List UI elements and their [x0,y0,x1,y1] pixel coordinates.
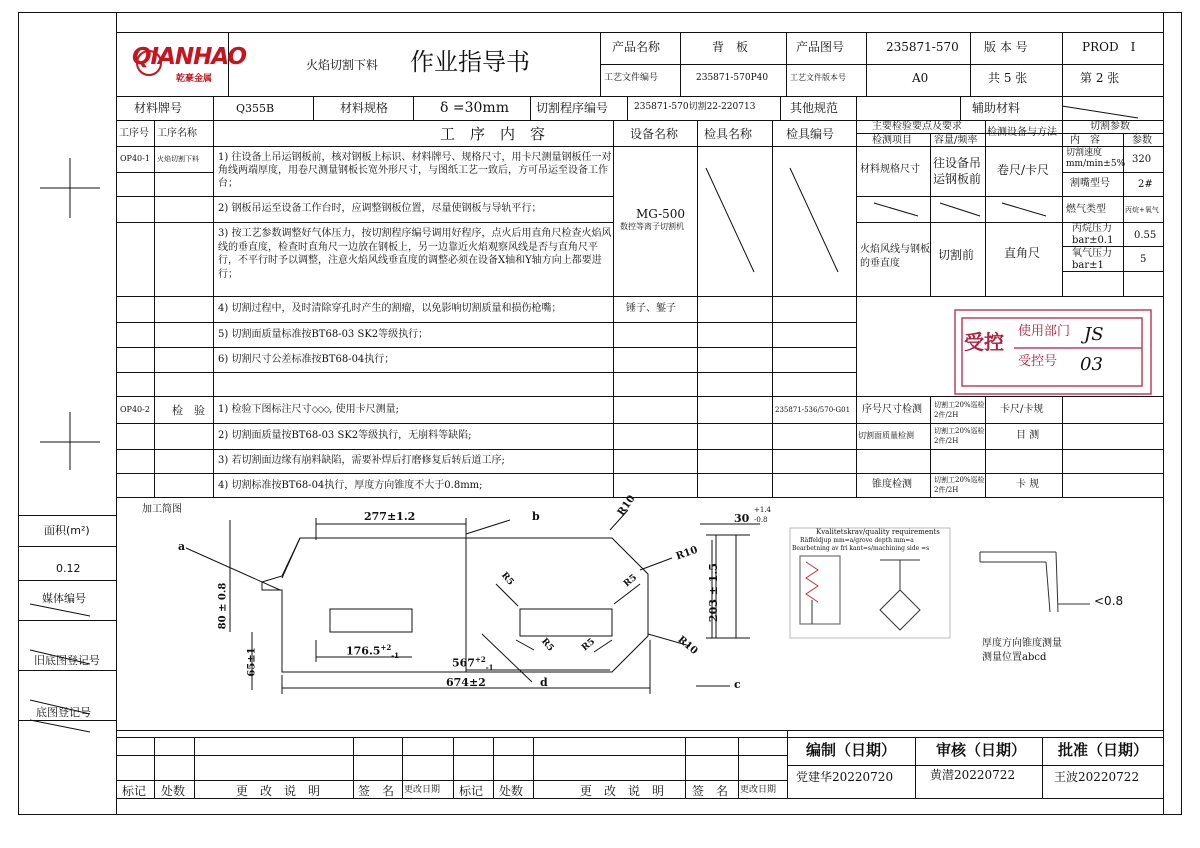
op2-check-2-freq: 切割工20%巡检2件/2H [934,427,985,445]
col-param-content: 内 容 [1070,135,1100,146]
param-1-value: 320 [1132,154,1152,165]
op1-step-3: 3) 按工艺参数调整好气体压力，按切割程序编号调用好程序，点火后用直角尺检查火焰风线的垂直度，检查时直角尺一边放在钢板上，另一边靠近火焰观察风线是否与直角尺平行，不平行时予以调整，注意火焰风线垂直度的调整必须在设备X轴和Y轴方向上都要进行； [218,228,612,280]
op1-step-1: 1) 往设备上吊运钢板前，核对钢板上标识、材料牌号、规格尺寸，用卡尺测量钢板任一对角线两端厚度，用卷尺测量钢板长宽外形尺寸，与图纸工艺一致后，方可吊运至设备工作台； [218,152,612,189]
op1-name: 火焰切割下料 [157,155,199,163]
op1-step-5: 5) 切割面质量标准按BT68-03 SK2等级执行； [218,329,429,340]
dim-left-low: 65±1 [246,647,258,677]
grade-value: Q355B [236,102,275,115]
program-label: 切割程序编号 [536,101,609,115]
footer-mark: 标记 [122,784,147,798]
quality-line-2: Bearbetning av fri kant=s/machining side =s [792,545,930,552]
taper-note-1: 厚度方向锥度测量 [982,638,1062,649]
op1-check-2-freq: 切割前 [938,248,975,262]
approve-label: 批准（日期） [1058,741,1149,759]
op2-step-3: 3) 若切割面边缘有崩料缺陷，需要补焊后打磨修复后转后道工序; [218,455,505,466]
dim-r5-3: R5 [538,636,556,654]
dim-r10-bottom: R10 [675,634,700,657]
footer-mark-2: 标记 [459,784,484,798]
col-main-req: 主要检验要点及要求 [872,121,962,132]
stamp-dept: 使用部门 [1018,324,1071,339]
page-number: 第 2 张 [1080,71,1120,85]
stamp-handwritten-1: JS [1084,324,1104,345]
version-label: 版 本 号 [984,40,1028,54]
op2-gauge-no: 235871-536/570-G01 [775,406,851,414]
param-5-value: 5 [1140,254,1147,265]
op2-step-2: 2) 切割面质量按BT68-03 SK2等级执行，无崩料等缺陷; [218,430,472,441]
quality-title: Kvalitetskrav/quality requirements [816,528,940,536]
base-reg-label: 底图登记号 [36,706,91,719]
param-4-value: 0.55 [1134,230,1157,241]
op1-equipment: MG-500 [636,207,686,221]
op2-step-1-text: 1) 检验下图标注尺寸 [218,404,312,415]
op2-check-2-method: 目 测 [1016,430,1040,441]
col-content: 工 序 内 容 [440,125,546,143]
dim-slot-value: 176.5 [346,644,381,658]
dim-slot-tol-up: +2 [380,643,392,652]
label-a: a [178,540,186,553]
media-label: 媒体编号 [42,592,86,605]
footer-sign-2: 签 名 [692,784,729,798]
dim-slot [346,644,399,660]
label-c: c [734,678,741,691]
program-value: 235871-570切割22-220713 [634,102,756,112]
col-param-value: 参数 [1132,135,1152,146]
label-d: d [540,676,548,689]
grade-label: 材料牌号 [134,101,183,115]
company-logo-sub: 乾豪金属 [176,74,213,84]
footer-date-2: 更改日期 [740,785,777,795]
stamp-handwritten-2: 03 [1080,354,1103,375]
doc-title-prefix: 火焰切割下料 [306,58,379,72]
dim-thickness-tol-up: +1.4 [754,506,771,514]
col-cut-params: 切割参数 [1090,121,1130,132]
quality-line-1: Räffeldjup mm=a/grove depth mm=a [800,537,914,544]
dim-r10-top: R10 [615,493,638,518]
op1-step-2: 2) 钢板吊运至设备工作台时，应调整钢板位置，尽量使钢板与导轨平行； [218,203,542,214]
footer-change-2: 更 改 说 明 [580,784,665,798]
col-check-item: 检测项目 [872,135,912,146]
param-4-name: 丙烷压力bar±0.1 [1072,223,1114,246]
aux-material-label: 辅助材料 [972,101,1021,115]
col-capacity: 容量/频率 [934,135,978,146]
col-op-no: 工序号 [119,128,149,139]
dim-r5-2: R5 [622,572,640,590]
dim-left-height: 80 ± 0.8 [217,582,229,630]
op2-check-1-method: 卡尺/卡规 [1000,404,1044,415]
op2-check-3-item: 锥度检测 [872,479,912,490]
op1-check-1-freq: 往设备吊运钢板前 [933,156,982,186]
op2-no: OP40-2 [120,405,150,414]
dim-top-length: 277±1.2 [364,510,416,523]
process-file: 235871-570P40 [696,73,769,83]
old-reg-label: 旧底图登记号 [34,654,100,667]
dim-r5-1: R5 [498,570,516,588]
footer-change: 更 改 说 明 [236,784,321,798]
dim-inner-value: 567 [452,656,475,670]
dim-thickness-tol-down: -0.8 [754,516,768,524]
spec-label: 材料规格 [340,101,389,115]
op1-check-1-method: 卷尺/卡尺 [997,163,1050,177]
area-label: 面积(m²) [44,524,90,537]
product-name: 背 板 [712,40,749,54]
approve-value: 王波20220722 [1054,770,1140,784]
dim-inner [452,656,494,672]
op1-tools: 锤子、錾子 [626,303,676,314]
footer-count-2: 处数 [499,784,524,798]
col-gauge-name: 检具名称 [704,127,753,141]
op2-step-4: 4) 切割标准按BT68-04执行，厚度方向锥度不大于0.8mm; [218,480,483,491]
param-2-name: 割嘴型号 [1070,178,1110,189]
footer-date: 更改日期 [404,785,441,795]
param-3-name: 燃气类型 [1066,204,1106,215]
param-2-value: 2# [1138,179,1153,190]
stamp-control-no: 受控号 [1018,354,1058,369]
dim-height: 203 ± 1.5 [706,563,720,623]
param-1-name: 切割速度mm/min±5% [1066,148,1126,169]
op1-step-6: 6) 切割尺寸公差标准按BT68-04执行； [218,354,395,365]
prepare-value: 党建华20220720 [796,770,894,784]
op2-name: 检 验 [172,404,205,417]
dim-thickness: 30 [734,512,750,525]
op2-check-3-freq: 切割工20%巡检2件/2H [934,476,985,494]
process-file-label: 工艺文件编号 [604,73,659,83]
product-name-label: 产品名称 [612,40,661,54]
review-value: 黄潜20220722 [930,768,1016,782]
op1-step-4: 4) 切割过程中，及时清除穿孔时产生的割瘤，以免影响切割质量和损伤枪嘴； [218,303,562,314]
col-gauge-no: 检具编号 [786,127,835,141]
dimension-mark-icon: ◇◇◇ [311,405,330,415]
spec-value: δ =30mm [440,100,509,116]
op2-check-3-method: 卡 规 [1016,479,1040,490]
footer-count: 处数 [161,784,186,798]
drawing-label: 加工简图 [142,504,182,515]
total-pages: 共 5 张 [988,71,1028,85]
doc-title: 作业指导书 [410,48,530,76]
prepare-label: 编制（日期） [806,741,897,759]
col-equipment: 设备名称 [630,127,679,141]
process-version-label: 工艺文件版本号 [790,73,846,82]
taper-value: <0.8 [1094,594,1124,608]
product-drawing: 235871-570 [886,40,959,54]
dim-r5-4: R5 [580,636,598,654]
stamp-controlled: 受控 [964,330,1004,354]
product-drawing-label: 产品图号 [796,40,845,54]
taper-note-2: 测量位置abcd [982,652,1047,663]
label-b: b [532,510,540,523]
area-value: 0.12 [56,562,81,575]
dim-total: 674±2 [446,676,486,689]
footer-sign: 签 名 [358,784,395,798]
op2-step-1 [218,404,399,416]
dim-r10-mid: R10 [674,544,700,563]
op1-check-2-method: 直角尺 [1004,246,1041,260]
op2-check-2-item: 切割面质量检测 [858,431,914,440]
dim-inner-tol-down: -1 [485,662,494,672]
op2-step-1-tail: , 使用卡尺测量; [329,404,399,415]
version: PROD I [1082,40,1136,54]
dim-slot-tol-down: -1 [391,650,399,660]
process-version: A0 [912,71,929,85]
param-5-name: 氧气压力bar±1 [1072,248,1112,271]
op2-check-1-item: 序号尺寸检测 [862,404,922,415]
other-spec-label: 其他规范 [790,101,839,115]
op1-equipment-sub: 数控等离子切割机 [620,222,684,231]
op2-check-1-freq: 切割工20%巡检2件/2H [934,401,985,419]
review-label: 审核（日期） [936,741,1027,759]
op1-no: OP40-1 [120,154,150,163]
col-op-name: 工序名称 [157,128,197,139]
col-check-method: 检测设备与方法 [987,127,1057,138]
param-3-value: 丙烷+氧气 [1125,206,1159,214]
op1-check-1-item: 材料规格尺寸 [860,164,920,175]
op1-check-2-item: 火焰风线与钢板的垂直度 [860,244,930,269]
dim-inner-tol-up: +2 [474,655,486,664]
company-logo: QIANHAO [132,44,247,70]
